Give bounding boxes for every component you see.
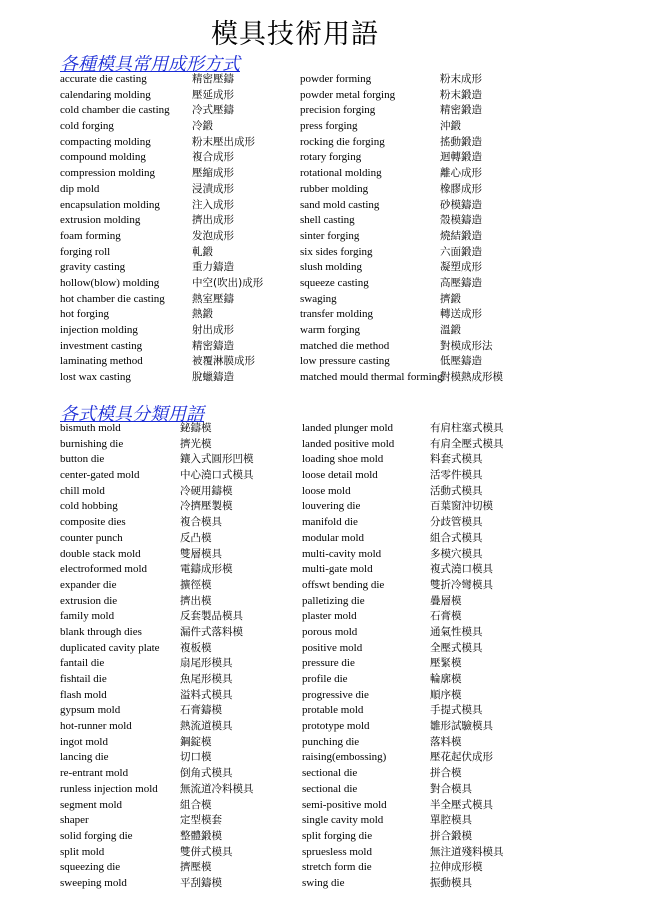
term-en-left: compression molding — [60, 167, 156, 180]
term-en-right: warm forging — [300, 324, 360, 336]
term-row — [0, 656, 650, 672]
term-zh-left: 複合成形 — [192, 151, 234, 164]
term-zh-left: 熱鍛 — [192, 308, 213, 321]
term-zh-left: 精密壓鑄 — [192, 73, 234, 85]
term-zh-right: 疊層模 — [430, 594, 462, 607]
term-zh-left: 浸漬成形 — [192, 182, 234, 195]
term-en-right: swaging — [300, 292, 337, 305]
term-en-right: powder forming — [300, 73, 372, 85]
term-zh-right: 精密鍛造 — [440, 104, 482, 117]
term-row — [0, 829, 650, 845]
term-zh-left: 中空(吹出)成形 — [192, 276, 264, 289]
term-row — [0, 135, 650, 151]
term-en-right: stretch form die — [302, 861, 372, 874]
term-zh-left: 石膏鑄模 — [180, 704, 222, 717]
term-zh-left: 冷硬用鑄模 — [180, 484, 233, 497]
term-zh-left: 擴徑模 — [180, 578, 212, 591]
term-en-left: runless injection mold — [60, 782, 158, 795]
term-zh-left: 軋鍛 — [192, 245, 213, 258]
term-zh-left: 精密鑄造 — [192, 339, 234, 352]
term-row — [0, 782, 650, 798]
term-zh-left: 平刮鑄模 — [180, 876, 222, 889]
term-zh-left: 組合模 — [180, 798, 212, 811]
term-zh-left: 重力鑄造 — [192, 261, 234, 274]
term-row — [0, 547, 650, 563]
term-zh-right: 壓緊模 — [430, 657, 462, 670]
term-zh-right: 手提式模具 — [430, 704, 483, 717]
term-zh-left: 发泡成形 — [192, 229, 234, 242]
term-row — [0, 845, 650, 861]
term-zh-left: 切口模 — [180, 751, 212, 764]
term-en-right: matched mould thermal forming — [300, 371, 443, 384]
term-zh-right: 殼模鑄造 — [440, 214, 482, 227]
term-en-left: investment casting — [60, 339, 143, 352]
term-zh-left: 擠出成形 — [192, 214, 234, 227]
term-zh-left: 雙層模具 — [180, 547, 222, 560]
term-row — [0, 594, 650, 610]
term-row — [0, 339, 650, 355]
term-en-right: sand mold casting — [300, 198, 380, 211]
term-zh-left: 冷鍛 — [192, 120, 213, 133]
term-zh-right: 輪廓模 — [430, 673, 462, 685]
section-title-forming-methods: 各種模具常用成形方式 — [60, 54, 240, 75]
term-zh-right: 壓花起伏成形 — [430, 751, 493, 764]
term-zh-right: 沖鍛 — [440, 120, 461, 133]
term-row — [0, 198, 650, 214]
term-zh-left: 雙併式模具 — [180, 845, 233, 858]
term-row — [0, 166, 650, 182]
term-zh-right: 溫鍛 — [440, 324, 461, 336]
term-row — [0, 609, 650, 625]
term-row — [0, 641, 650, 657]
term-zh-right: 分歧管模具 — [430, 516, 483, 529]
term-zh-right: 有肩柱塞式模具 — [430, 422, 504, 434]
term-row — [0, 421, 650, 437]
term-zh-left: 熱室壓鑄 — [192, 292, 234, 305]
term-zh-left: 電鑄成形模 — [180, 563, 233, 576]
term-zh-left: 擠壓模 — [180, 861, 212, 874]
term-zh-left: 無流道冷料模具 — [180, 782, 254, 795]
term-en-right: swing die — [302, 876, 345, 889]
term-en-left: hollow(blow) molding — [60, 276, 160, 289]
term-en-left: lost wax casting — [60, 371, 131, 384]
term-en-right: rotational molding — [300, 167, 382, 180]
term-en-left: re-entrant mold — [60, 767, 129, 780]
term-en-left: fishtail die — [60, 673, 107, 685]
term-en-right: raising(embossing) — [302, 751, 387, 764]
term-zh-left: 冷擠壓製模 — [180, 500, 233, 513]
term-zh-left: 射出成形 — [192, 324, 234, 336]
term-zh-right: 料套式模具 — [430, 453, 483, 466]
term-zh-left: 漏件式落料模 — [180, 625, 243, 638]
term-en-left: solid forging die — [60, 829, 133, 842]
term-zh-left: 魚尾形模具 — [180, 673, 233, 685]
term-zh-left: 擠光模 — [180, 437, 212, 450]
term-zh-left: 反套製品模具 — [180, 610, 243, 623]
term-row — [0, 735, 650, 751]
term-en-right: single cavity mold — [302, 814, 384, 827]
term-en-right: semi-positive mold — [302, 798, 387, 811]
term-zh-left: 擠出模 — [180, 594, 212, 607]
term-en-left: injection molding — [60, 324, 138, 336]
term-zh-right: 多模穴模具 — [430, 547, 483, 560]
term-zh-left: 複合模具 — [180, 516, 222, 529]
term-en-right: multi-cavity mold — [302, 547, 382, 560]
term-en-right: porous mold — [302, 625, 358, 638]
term-zh-right: 百葉窗沖切模 — [430, 500, 493, 513]
term-en-right: low pressure casting — [300, 355, 390, 368]
term-en-right: protable mold — [302, 704, 364, 717]
term-en-left: expander die — [60, 578, 117, 591]
term-row — [0, 515, 650, 531]
term-zh-right: 粉末成形 — [440, 73, 482, 85]
term-zh-left: 熱流道模具 — [180, 720, 233, 733]
term-row — [0, 72, 650, 88]
term-en-left: hot forging — [60, 308, 109, 321]
term-row — [0, 719, 650, 735]
term-row — [0, 688, 650, 704]
term-en-left: dip mold — [60, 182, 100, 195]
term-en-left: ingot mold — [60, 735, 108, 748]
term-en-right: rotary forging — [300, 151, 362, 164]
term-zh-right: 擠鍛 — [440, 292, 461, 305]
term-en-left: shaper — [60, 814, 89, 827]
term-zh-left: 注入成形 — [192, 198, 234, 211]
term-en-right: sinter forging — [300, 229, 360, 242]
term-en-left: hot-runner mold — [60, 720, 132, 733]
term-en-left: laminating method — [60, 355, 143, 368]
term-row — [0, 499, 650, 515]
term-en-left: family mold — [60, 610, 115, 623]
term-en-right: shell casting — [300, 214, 355, 227]
term-zh-right: 落料模 — [430, 735, 462, 748]
term-en-left: button die — [60, 453, 105, 466]
forming-methods-table — [0, 72, 650, 386]
term-zh-right: 對模熱成形模 — [440, 371, 503, 384]
term-zh-right: 低壓鑄造 — [440, 355, 482, 368]
term-en-right: rocking die forging — [300, 135, 385, 148]
term-en-right: powder metal forging — [300, 88, 396, 101]
term-row — [0, 323, 650, 339]
term-zh-right: 粉末鍛造 — [440, 88, 482, 101]
term-row — [0, 672, 650, 688]
term-row — [0, 452, 650, 468]
term-zh-right: 有肩全壓式模具 — [430, 437, 504, 450]
term-row — [0, 860, 650, 876]
term-zh-left: 倒角式模具 — [180, 767, 233, 780]
term-zh-right: 雛形試驗模具 — [430, 720, 493, 733]
term-row — [0, 876, 650, 892]
term-zh-left: 中心澆口式模具 — [180, 469, 254, 482]
term-en-right: sectional die — [302, 782, 358, 795]
term-row — [0, 531, 650, 547]
term-en-right: progressive die — [302, 688, 369, 701]
term-row — [0, 307, 650, 323]
term-en-left: lancing die — [60, 751, 109, 764]
term-zh-left: 複板模 — [180, 641, 212, 654]
term-row — [0, 437, 650, 453]
term-en-right: six sides forging — [300, 245, 373, 258]
term-zh-right: 雙折冷彎模具 — [430, 578, 493, 591]
term-en-right: landed positive mold — [302, 437, 395, 450]
term-en-left: compacting molding — [60, 135, 151, 148]
term-zh-left: 脫蠟鑄造 — [192, 371, 234, 384]
term-row — [0, 703, 650, 719]
term-en-left: blank through dies — [60, 625, 142, 638]
term-zh-left: 定型模套 — [180, 814, 222, 827]
term-row — [0, 88, 650, 104]
term-en-right: offswt bending die — [302, 578, 385, 591]
term-row — [0, 354, 650, 370]
term-en-right: matched die method — [300, 339, 390, 352]
term-zh-right: 對合模具 — [430, 782, 472, 795]
term-en-left: gypsum mold — [60, 704, 121, 717]
term-zh-right: 高壓鑄造 — [440, 276, 482, 289]
term-en-left: burnishing die — [60, 437, 124, 450]
term-en-right: slush molding — [300, 261, 363, 274]
term-zh-left: 壓縮成形 — [192, 167, 234, 180]
term-zh-left: 鋼錠模 — [180, 735, 212, 748]
term-en-right: multi-gate mold — [302, 563, 373, 576]
term-row — [0, 813, 650, 829]
term-en-left: extrusion molding — [60, 214, 141, 227]
mold-classification-table — [0, 421, 650, 892]
term-en-left: chill mold — [60, 484, 105, 497]
term-zh-right: 通氣性模具 — [430, 625, 483, 638]
term-en-left: extrusion die — [60, 594, 118, 607]
term-row — [0, 292, 650, 308]
term-row — [0, 213, 650, 229]
term-zh-right: 順序模 — [430, 688, 462, 701]
term-row — [0, 578, 650, 594]
term-row — [0, 182, 650, 198]
term-en-left: sweeping mold — [60, 876, 127, 889]
term-row — [0, 229, 650, 245]
term-en-left: split mold — [60, 845, 105, 858]
term-zh-left: 反凸模 — [180, 531, 212, 544]
term-en-left: encapsulation molding — [60, 198, 160, 211]
term-en-right: landed plunger mold — [302, 422, 394, 434]
term-en-left: counter punch — [60, 531, 123, 544]
term-en-right: loose detail mold — [302, 469, 378, 482]
term-en-right: plaster mold — [302, 610, 357, 623]
term-en-left: double stack mold — [60, 547, 141, 560]
term-zh-right: 單腔模具 — [430, 814, 472, 827]
term-row — [0, 119, 650, 135]
term-en-left: accurate die casting — [60, 73, 147, 85]
term-en-right: punching die — [302, 735, 360, 748]
term-en-left: flash mold — [60, 688, 107, 701]
term-zh-right: 活動式模具 — [430, 484, 483, 497]
section-title-mold-classification: 各式模具分類用語 — [60, 404, 204, 425]
term-en-right: press forging — [300, 120, 358, 133]
term-row — [0, 798, 650, 814]
term-zh-right: 離心成形 — [440, 167, 482, 180]
term-en-left: squeezing die — [60, 861, 121, 874]
term-zh-right: 拼合模 — [430, 767, 462, 780]
term-zh-right: 組合式模具 — [430, 531, 483, 544]
term-row — [0, 484, 650, 500]
term-en-left: compound molding — [60, 151, 146, 164]
term-en-left: duplicated cavity plate — [60, 641, 160, 654]
term-en-left: forging roll — [60, 245, 111, 258]
term-en-right: pressure die — [302, 657, 355, 670]
term-zh-right: 轉送成形 — [440, 308, 482, 321]
term-en-right: modular mold — [302, 531, 365, 544]
term-en-right: transfer molding — [300, 308, 374, 321]
document-title: 模具技術用語 — [211, 19, 379, 50]
term-zh-right: 凝塑成形 — [440, 261, 482, 274]
term-en-right: loose mold — [302, 484, 351, 497]
term-en-right: loading shoe mold — [302, 453, 384, 466]
term-en-left: center-gated mold — [60, 469, 140, 482]
term-zh-right: 活零件模具 — [430, 469, 483, 482]
term-zh-right: 全壓式模具 — [430, 641, 483, 654]
term-en-left: segment mold — [60, 798, 123, 811]
term-zh-right: 橡膠成形 — [440, 182, 482, 195]
term-zh-right: 迴轉鍛造 — [440, 151, 482, 164]
term-zh-left: 鉍鑄模 — [180, 422, 212, 434]
term-zh-left: 冷式壓鑄 — [192, 104, 234, 117]
term-zh-right: 無注道殘料模具 — [430, 845, 504, 858]
term-en-right: precision forging — [300, 104, 376, 117]
term-row — [0, 625, 650, 641]
term-zh-left: 粉末壓出成形 — [192, 135, 255, 148]
term-zh-right: 複式澆口模具 — [430, 563, 493, 576]
term-row — [0, 260, 650, 276]
term-row — [0, 103, 650, 119]
term-en-left: fantail die — [60, 657, 105, 670]
term-zh-left: 壓延成形 — [192, 88, 234, 101]
term-en-left: composite dies — [60, 516, 126, 529]
term-zh-left: 鑲入式圓形凹模 — [180, 453, 254, 466]
term-zh-right: 拉伸成形模 — [430, 861, 483, 874]
term-row — [0, 562, 650, 578]
term-en-right: manifold die — [302, 516, 358, 529]
term-zh-right: 振動模具 — [430, 876, 472, 889]
term-en-left: bismuth mold — [60, 422, 121, 434]
term-row — [0, 468, 650, 484]
term-row — [0, 245, 650, 261]
term-row — [0, 150, 650, 166]
term-zh-right: 搖動鍛造 — [440, 135, 482, 148]
term-en-left: electroformed mold — [60, 563, 148, 576]
term-en-right: palletizing die — [302, 594, 365, 607]
term-row — [0, 276, 650, 292]
term-en-right: positive mold — [302, 641, 363, 654]
term-en-right: split forging die — [302, 829, 373, 842]
term-en-left: foam forming — [60, 229, 121, 242]
term-zh-left: 被覆淋膜成形 — [192, 355, 255, 368]
term-en-left: cold hobbing — [60, 500, 118, 513]
term-row — [0, 766, 650, 782]
term-en-right: spruesless mold — [302, 845, 372, 858]
term-en-left: hot chamber die casting — [60, 292, 165, 305]
term-en-right: sectional die — [302, 767, 358, 780]
term-zh-right: 六面鍛造 — [440, 245, 482, 258]
term-zh-right: 半全壓式模具 — [430, 798, 493, 811]
term-en-left: gravity casting — [60, 261, 126, 274]
term-en-left: cold chamber die casting — [60, 104, 170, 117]
term-zh-left: 扇尾形模具 — [180, 657, 233, 670]
term-zh-left: 整體鍛模 — [180, 829, 222, 842]
term-en-right: louvering die — [302, 500, 361, 513]
term-en-right: prototype mold — [302, 720, 370, 733]
term-zh-right: 對模成形法 — [440, 339, 493, 352]
term-zh-left: 溢料式模具 — [180, 688, 233, 701]
term-zh-right: 石膏模 — [430, 610, 462, 623]
term-en-right: profile die — [302, 673, 348, 685]
term-zh-right: 燒結鍛造 — [440, 229, 482, 242]
term-zh-right: 拼合鍛模 — [430, 829, 472, 842]
term-en-right: rubber molding — [300, 182, 369, 195]
term-en-right: squeeze casting — [300, 276, 369, 289]
term-en-left: cold forging — [60, 120, 114, 133]
term-row — [0, 370, 650, 386]
term-row — [0, 750, 650, 766]
term-en-left: calendaring molding — [60, 88, 151, 101]
term-zh-right: 砂模鑄造 — [440, 198, 482, 211]
